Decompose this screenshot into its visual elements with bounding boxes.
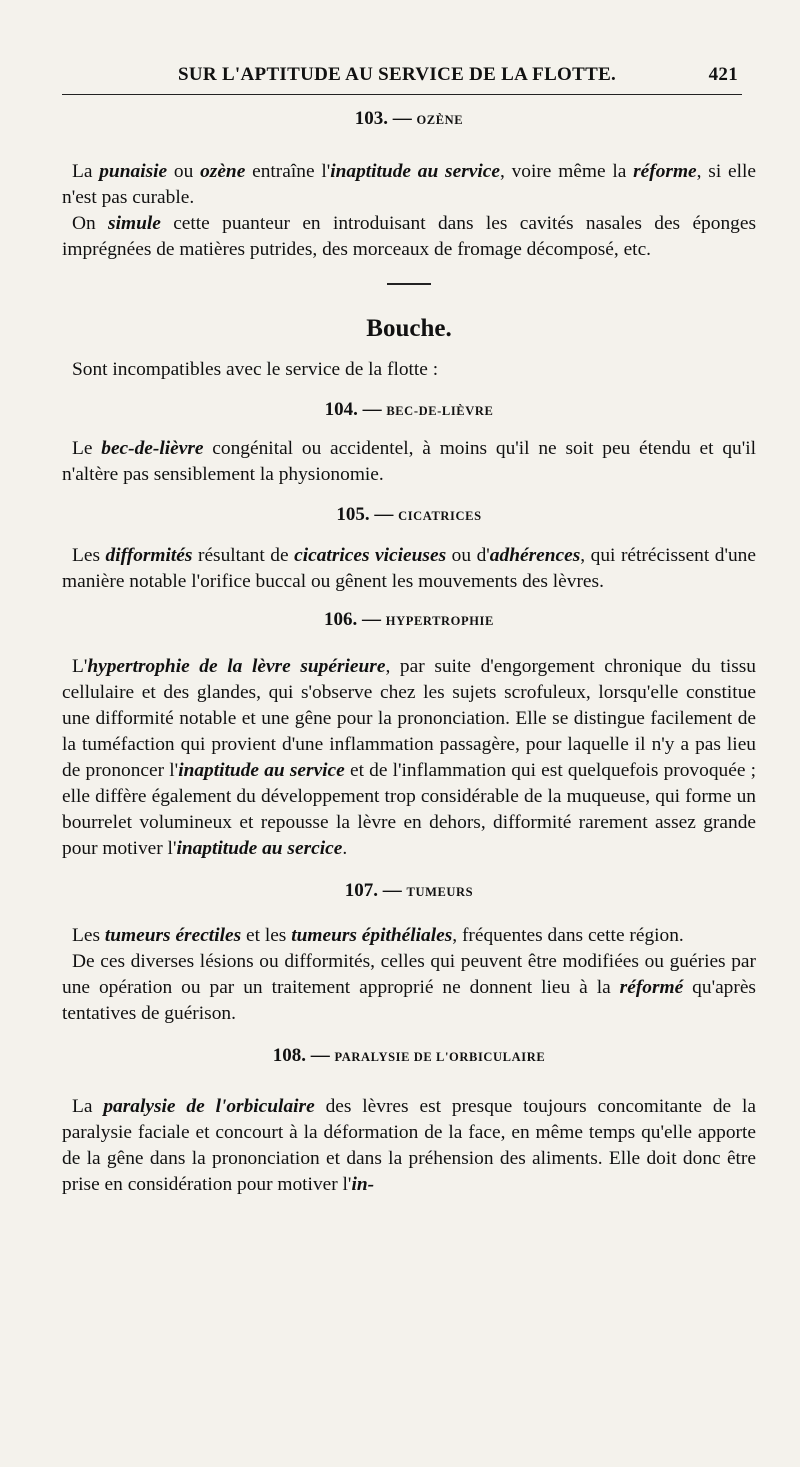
paragraph: Les difformités résultant de cicatrices vicieuses ou d'adhérences, qui rétrécissent d'une manière notable l'orifice buccal ou gênent les mouvements des lèvres. bbox=[62, 545, 756, 592]
page-number: 421 bbox=[708, 64, 738, 85]
paragraph: On simule cette puanteur en introduisant dans les cavités nasales des éponges imprégnées de matières putrides, des morceaux de fromage décomposé, etc. bbox=[62, 213, 756, 260]
chapter-title: Bouche. bbox=[366, 315, 452, 342]
section-heading-103 bbox=[62, 106, 756, 133]
section-dash: — bbox=[310, 1045, 330, 1066]
section-number: 106. bbox=[324, 609, 358, 630]
paragraph: De ces diverses lésions ou difformités, celles qui peuvent être modifiées ou guéries par une opération ou par un traitement approprié ne donnent lieu à la réformé qu'après tentatives de guérison. bbox=[62, 951, 756, 1024]
section-name: TUMEURS bbox=[406, 885, 474, 899]
section-dash: — bbox=[382, 880, 402, 901]
paragraph: L'hypertrophie de la lèvre supérieure, par suite d'engorgement chronique du tissu cellulaire et des glandes, qui s'observe chez les sujets scrofuleux, lorsqu'elle constitue une difformité notable et une gêne pour la prononciation. Elle se distingue facilement de la tuméfaction qui provient d'une inflammation passagère, pour laquelle il n'y a pas lieu de prononcer l'inaptitude au service et de l'inflammation qui est quelquefois provoquée ; elle diffère également du développement trop considérable de la muqueuse, qui forme un bourrelet volumineux et repousse la lèvre en dehors, difformité rarement assez grande pour motiver l'inaptitude au sercice. bbox=[62, 656, 757, 859]
section-heading-104 bbox=[62, 397, 756, 424]
section-heading-108 bbox=[62, 1043, 756, 1070]
section-number: 105. bbox=[336, 504, 370, 525]
section-number: 107. bbox=[344, 880, 379, 901]
paragraph: Les tumeurs érectiles et les tumeurs épithéliales, fréquentes dans cette région. bbox=[72, 925, 684, 946]
section-name: CICATRICES bbox=[398, 509, 482, 523]
page-body bbox=[62, 106, 756, 1198]
paragraph: Le bec-de-lièvre congénital ou accidentel, à moins qu'il ne soit peu étendu et qu'il n'altère pas sensiblement la physionomie. bbox=[62, 438, 756, 485]
section-dash: — bbox=[362, 609, 382, 630]
section-name: OZÈNE bbox=[416, 113, 464, 127]
section-name: BEC-DE-LIÈVRE bbox=[386, 404, 494, 418]
page-header bbox=[62, 62, 742, 95]
section-dash: — bbox=[392, 108, 412, 129]
section-heading-106 bbox=[62, 607, 756, 634]
section-number: 104. bbox=[324, 399, 358, 420]
section-dash: — bbox=[374, 504, 394, 525]
section-heading-107 bbox=[62, 878, 756, 905]
paragraph: La punaisie ou ozène entraîne l'inaptitude au service, voire même la réforme, si elle n'est pas curable. bbox=[62, 161, 756, 208]
running-title: SUR L'APTITUDE AU SERVICE DE LA FLOTTE. bbox=[178, 64, 617, 85]
section-divider bbox=[387, 283, 431, 285]
paragraph: La paralysie de l'orbiculaire des lèvres est presque toujours concomitante de la paralysie faciale et concourt à la déformation de la face, en même temps qu'elle apporte de la gêne dans la prononciation et dans la préhension des aliments. Elle doit donc être prise en considération pour motiver l'in- bbox=[62, 1096, 757, 1195]
section-name: PARALYSIE DE L'ORBICULAIRE bbox=[334, 1050, 546, 1064]
section-dash: — bbox=[362, 399, 382, 420]
paragraph: Sont incompatibles avec le service de la flotte : bbox=[72, 359, 439, 380]
section-name: HYPERTROPHIE bbox=[385, 614, 494, 628]
section-number: 103. bbox=[354, 108, 388, 129]
section-number: 108. bbox=[272, 1045, 306, 1066]
section-heading-105 bbox=[62, 502, 756, 529]
